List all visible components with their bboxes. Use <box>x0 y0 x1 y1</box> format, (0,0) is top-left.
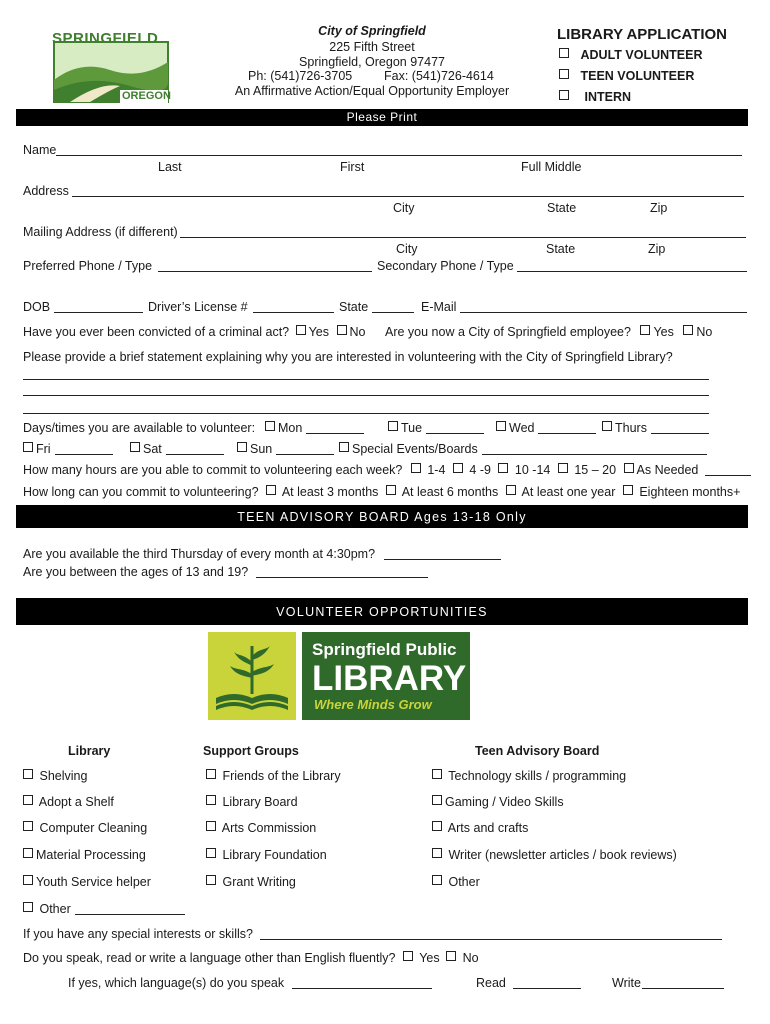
checkbox-icon[interactable] <box>206 769 216 779</box>
mailing-label: Mailing Address (if different) <box>23 225 178 239</box>
volunteer-opportunities-bar: VOLUNTEER OPPORTUNITIES <box>16 598 748 625</box>
checkbox-icon[interactable] <box>559 69 569 79</box>
checkbox-icon[interactable] <box>386 485 396 495</box>
checkbox-icon[interactable] <box>602 421 612 431</box>
library-column-header: Library <box>68 744 111 758</box>
secondary-phone-label: Secondary Phone / Type <box>377 259 514 273</box>
checkbox-icon[interactable] <box>337 325 347 335</box>
license-label: Driver’s License # <box>148 300 248 314</box>
email-label: E-Mail <box>421 300 457 314</box>
preferred-phone-field[interactable] <box>158 271 372 272</box>
checkbox-icon[interactable] <box>23 442 33 452</box>
library-logo-line2: LIBRARY <box>312 659 467 698</box>
checkbox-icon[interactable] <box>432 795 442 805</box>
mailing-field[interactable] <box>180 237 746 238</box>
address-state-label: State <box>547 201 577 215</box>
opp-computer-cleaning[interactable]: Computer Cleaning <box>23 821 147 835</box>
statement-line-2[interactable] <box>23 395 709 396</box>
day-fri[interactable]: Fri <box>23 442 113 456</box>
opp-gaming[interactable]: Gaming / Video Skills <box>432 795 564 809</box>
opp-technology[interactable]: Technology skills / programming <box>432 769 626 783</box>
which-language: If yes, which language(s) do you speak <box>68 976 432 990</box>
fax: Fax: (541)726-4614 <box>384 69 494 83</box>
day-mon[interactable]: Mon <box>265 421 364 435</box>
teen-column-header: Teen Advisory Board <box>475 744 600 758</box>
address-city-label: City <box>393 201 415 215</box>
logo-text-top: SPRINGFIELD <box>52 30 159 47</box>
checkbox-icon[interactable] <box>432 821 442 831</box>
logo-text-bottom: OREGON <box>122 90 171 102</box>
checkbox-icon[interactable] <box>411 463 421 473</box>
preferred-phone-label: Preferred Phone / Type <box>23 259 153 273</box>
checkbox-icon[interactable] <box>23 769 33 779</box>
state-label: State <box>339 300 369 314</box>
teen-advisory-bar: TEEN ADVISORY BOARD Ages 13-18 Only <box>16 505 748 528</box>
opp-youth-service[interactable]: Youth Service helper <box>23 875 151 889</box>
checkbox-icon[interactable] <box>640 325 650 335</box>
hours-question: How many hours are you able to commit to volunteering each week? 1-4 4 -9 10 -14 15 – 20 As Needed <box>23 463 751 477</box>
opp-material-processing[interactable]: Material Processing <box>23 848 146 862</box>
opp-arts-commission[interactable]: Arts Commission <box>206 821 316 835</box>
checkbox-icon[interactable] <box>446 951 456 961</box>
opp-teen-other[interactable]: Other <box>432 875 480 889</box>
read-field[interactable] <box>513 976 581 989</box>
eeo-statement: An Affirmative Action/Equal Opportunity Employer <box>234 84 510 98</box>
opp-library-foundation[interactable]: Library Foundation <box>206 848 327 862</box>
length-question: How long can you commit to volunteering? At least 3 months At least 6 months At least one year Eighteen months+ <box>23 485 741 499</box>
checkbox-icon[interactable] <box>559 48 569 58</box>
address-line2: Springfield, Oregon 97477 <box>299 55 445 69</box>
name-middle-label: Full Middle <box>521 160 582 174</box>
statement-question: Please provide a brief statement explaining why you are interested in volunteering with the City of Springfield Library? <box>23 350 673 364</box>
language-field[interactable] <box>292 976 432 989</box>
opp-library-board[interactable]: Library Board <box>206 795 298 809</box>
checkbox-icon[interactable] <box>388 421 398 431</box>
checkbox-icon[interactable] <box>130 442 140 452</box>
opp-arts-crafts[interactable]: Arts and crafts <box>432 821 528 835</box>
checkbox-icon[interactable] <box>23 821 33 831</box>
checkbox-icon[interactable] <box>498 463 508 473</box>
checkbox-icon[interactable] <box>206 875 216 885</box>
teen-answer-1[interactable] <box>384 547 501 560</box>
teen-answer-2[interactable] <box>256 565 428 578</box>
library-logo-line1: Springfield Public <box>312 640 457 659</box>
opp-grant-writing[interactable]: Grant Writing <box>206 875 296 889</box>
day-special-events[interactable]: Special Events/Boards <box>339 442 707 456</box>
app-type-intern[interactable]: INTERN <box>559 90 631 104</box>
day-sun[interactable]: Sun <box>237 442 334 456</box>
opp-library-other[interactable]: Other <box>23 902 185 916</box>
checkbox-icon[interactable] <box>558 463 568 473</box>
app-type-adult[interactable]: ADULT VOLUNTEER <box>559 48 702 62</box>
opp-friends[interactable]: Friends of the Library <box>206 769 341 783</box>
app-type-teen[interactable]: TEEN VOLUNTEER <box>559 69 694 83</box>
org-name: City of Springfield <box>318 24 426 38</box>
secondary-phone-field[interactable] <box>517 271 747 272</box>
checkbox-icon[interactable] <box>624 463 634 473</box>
library-logo-icon <box>208 632 296 720</box>
checkbox-icon[interactable] <box>432 848 442 858</box>
name-field[interactable] <box>56 155 742 156</box>
read-field-row: Read <box>476 976 581 990</box>
address-zip-label: Zip <box>650 201 668 215</box>
mailing-state-label: State <box>546 242 576 256</box>
checkbox-icon[interactable] <box>206 821 216 831</box>
address-label: Address <box>23 184 69 198</box>
interests-question: If you have any special interests or skills? <box>23 927 722 941</box>
statement-line-3[interactable] <box>23 413 709 414</box>
statement-line-1[interactable] <box>23 379 709 380</box>
checkbox-icon[interactable] <box>339 442 349 452</box>
library-logo-line3: Where Minds Grow <box>314 697 432 712</box>
phone: Ph: (541)726-3705 <box>248 69 353 83</box>
checkbox-icon[interactable] <box>506 485 516 495</box>
state-field[interactable] <box>372 312 414 313</box>
checkbox-icon[interactable] <box>23 902 33 912</box>
checkbox-icon[interactable] <box>623 485 633 495</box>
name-last-label: Last <box>158 160 182 174</box>
checkbox-icon[interactable] <box>559 90 569 100</box>
opp-shelving[interactable]: Shelving <box>23 769 87 783</box>
checkbox-icon[interactable] <box>206 848 216 858</box>
day-sat[interactable]: Sat <box>130 442 224 456</box>
checkbox-icon[interactable] <box>23 848 33 858</box>
day-thurs[interactable]: Thurs <box>602 421 709 435</box>
opp-adopt-shelf[interactable]: Adopt a Shelf <box>23 795 114 809</box>
checkbox-icon[interactable] <box>432 769 442 779</box>
dob-field[interactable] <box>54 312 143 313</box>
day-wed[interactable]: Wed <box>496 421 596 435</box>
days-row-1: Days/times you are available to volunteer: <box>23 421 256 435</box>
checkbox-icon[interactable] <box>683 325 693 335</box>
checkbox-icon[interactable] <box>266 485 276 495</box>
mailing-zip-label: Zip <box>648 242 666 256</box>
checkbox-icon[interactable] <box>265 421 275 431</box>
app-title: LIBRARY APPLICATION <box>557 26 728 43</box>
checkbox-icon[interactable] <box>23 875 33 885</box>
address-line1: 225 Fifth Street <box>329 40 415 54</box>
address-field[interactable] <box>72 196 744 197</box>
mailing-city-label: City <box>396 242 418 256</box>
checkbox-icon[interactable] <box>403 951 413 961</box>
opp-writer[interactable]: Writer (newsletter articles / book reviews) <box>432 848 677 862</box>
checkbox-icon[interactable] <box>432 875 442 885</box>
springfield-logo <box>50 30 172 106</box>
interests-field[interactable] <box>260 927 722 940</box>
teen-question-1: Are you available the third Thursday of every month at 4:30pm? <box>23 547 501 561</box>
write-field[interactable] <box>642 976 724 989</box>
email-field[interactable] <box>460 312 747 313</box>
name-first-label: First <box>340 160 365 174</box>
dob-label: DOB <box>23 300 51 314</box>
checkbox-icon[interactable] <box>453 463 463 473</box>
license-field[interactable] <box>253 312 334 313</box>
convicted-question: Have you ever been convicted of a criminal act? Yes No <box>23 325 366 339</box>
language-question: Do you speak, read or write a language other than English fluently? Yes No <box>23 951 479 965</box>
employee-question: Are you now a City of Springfield employee? Yes No <box>385 325 713 339</box>
name-label: Name <box>23 143 57 157</box>
checkbox-icon[interactable] <box>237 442 247 452</box>
teen-question-2: Are you between the ages of 13 and 19? <box>23 565 428 579</box>
checkbox-icon[interactable] <box>296 325 306 335</box>
checkbox-icon[interactable] <box>496 421 506 431</box>
support-column-header: Support Groups <box>203 744 299 758</box>
please-print-bar: Please Print <box>16 109 748 126</box>
checkbox-icon[interactable] <box>206 795 216 805</box>
day-tue[interactable]: Tue <box>388 421 484 435</box>
checkbox-icon[interactable] <box>23 795 33 805</box>
write-field-row: Write <box>612 976 724 990</box>
